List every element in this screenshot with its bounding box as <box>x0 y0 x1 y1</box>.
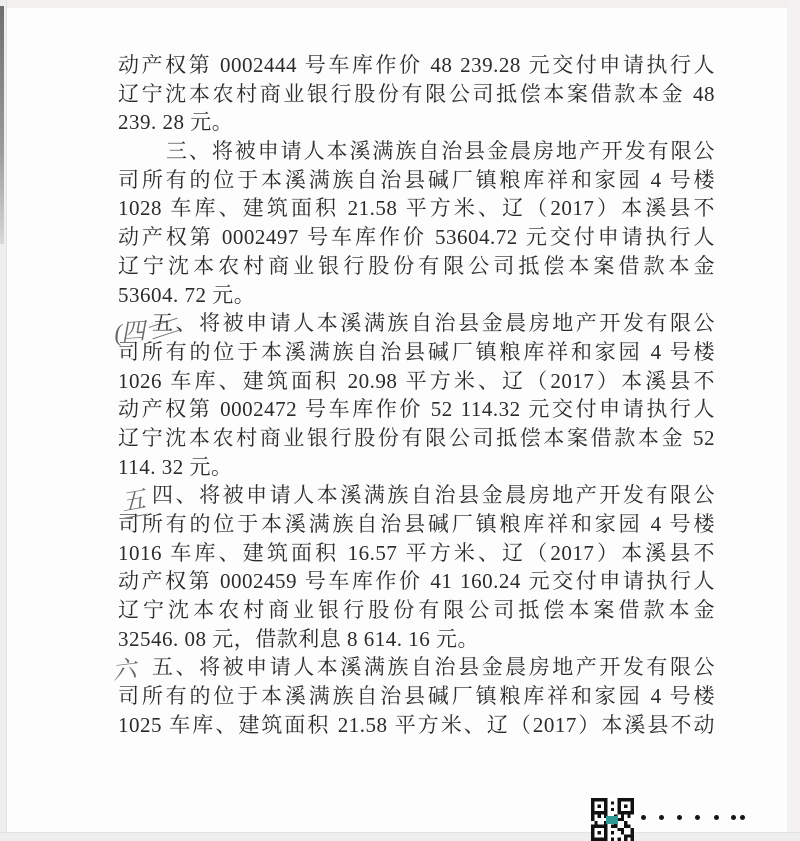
text-line: 动产权第 0002459 号车库作价 41 160.24 元交付申请执行人 <box>118 569 715 594</box>
footer-dot <box>641 815 646 820</box>
handwritten-correction-3: 六 <box>110 656 137 686</box>
scan-edge-bottom <box>0 832 800 841</box>
footer-dot <box>695 815 700 820</box>
text-line: 动产权第 0002444 号车库作价 48 239.28 元交付申请执行人 <box>118 53 715 77</box>
paragraph-1 <box>118 51 715 137</box>
paragraph-2 <box>118 137 715 309</box>
footer-dot <box>731 815 736 820</box>
scan-edge-left-shadow <box>0 6 4 244</box>
text-line: 三、将被申请人本溪满族自治县金晨房地产开发有限公 <box>166 139 715 164</box>
qr-code-stamp <box>590 798 635 841</box>
paragraph-5 <box>118 653 715 739</box>
paragraph-4 <box>118 481 715 653</box>
text-line: 五、将被申请人本溪满族自治县金晨房地产开发有限公 <box>152 311 715 336</box>
text-line: 辽宁沈本农村商业银行股份有限公司抵偿本案借款本金 52 <box>118 425 715 450</box>
text-line: 32546. 08 元，借款利息 8 614. 16 元。 <box>118 626 479 651</box>
text-line: 辽宁沈本农村商业银行股份有限公司抵偿本案借款本金 48 <box>118 81 715 106</box>
scan-edge-right <box>787 0 800 841</box>
text-line: 司所有的位于本溪满族自治县碱厂镇粮库祥和家园 4 号楼 <box>118 167 715 192</box>
footer-dot <box>659 815 664 820</box>
paragraph-3 <box>118 309 715 481</box>
handwritten-correction-1: (四 <box>113 318 146 348</box>
text-line: 114. 32 元。 <box>118 454 233 479</box>
text-line: 司所有的位于本溪满族自治县碱厂镇粮库祥和家园 4 号楼 <box>118 339 715 364</box>
footer-dot <box>677 815 682 820</box>
text-line: 53604. 72 元。 <box>118 282 256 307</box>
scan-edge-top <box>0 0 800 8</box>
text-line: 四、将被申请人本溪满族自治县金晨房地产开发有限公 <box>152 483 715 508</box>
text-line: 五、将被申请人本溪满族自治县金晨房地产开发有限公 <box>152 655 715 680</box>
text-line: 动产权第 0002472 号车库作价 52 114.32 元交付申请执行人 <box>118 397 715 422</box>
document-text-block <box>118 51 715 740</box>
text-line: 司所有的位于本溪满族自治县碱厂镇粮库祥和家园 4 号楼 <box>118 684 715 709</box>
text-line: 司所有的位于本溪满族自治县碱厂镇粮库祥和家园 4 号楼 <box>118 512 715 536</box>
text-line: 239. 28 元。 <box>118 110 234 135</box>
text-line: 1026 车库、建筑面积 20.98 平方米、辽（2017）本溪县不 <box>118 368 715 393</box>
text-line: 动产权第 0002497 号车库作价 53604.72 元交付申请执行人 <box>118 225 715 250</box>
footer-dot <box>740 815 745 820</box>
footer-dot <box>714 815 719 820</box>
text-line: 1025 车库、建筑面积 21.58 平方米、辽（2017）本溪县不动 <box>118 712 715 737</box>
text-line: 辽宁沈本农村商业银行股份有限公司抵偿本案借款本金 <box>118 253 715 278</box>
text-line: 辽宁沈本农村商业银行股份有限公司抵偿本案借款本金 <box>118 598 715 623</box>
text-line: 1016 车库、建筑面积 16.57 平方米、辽（2017）本溪县不 <box>118 540 715 565</box>
scan-edge-left-line <box>6 0 7 841</box>
text-line: 1028 车库、建筑面积 21.58 平方米、辽（2017）本溪县不 <box>118 196 715 221</box>
handwritten-correction-2: 五 <box>118 479 147 518</box>
